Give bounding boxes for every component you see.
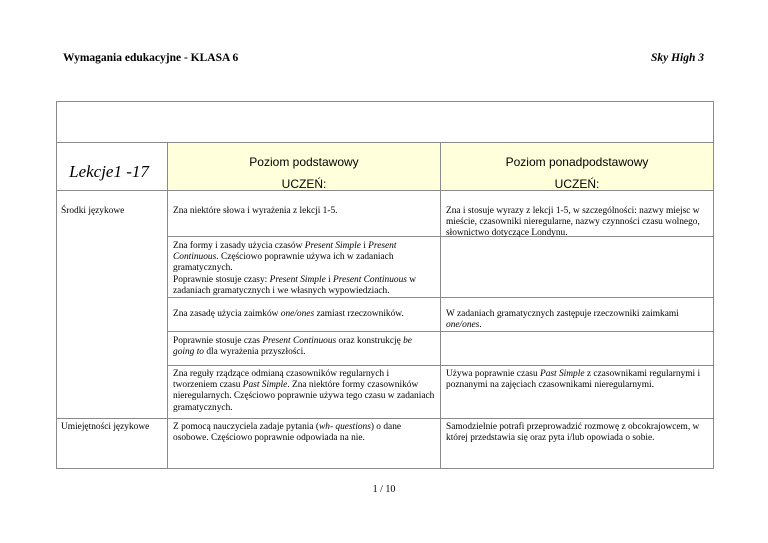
- advanced-level-title: Poziom ponadpodstawowy: [505, 155, 649, 169]
- table-top-empty-row: [57, 102, 713, 143]
- section-label-language-skills: Umiejętności językowe: [61, 422, 150, 432]
- row5-basic-text: Zna reguły rządzące odmianą czasowników regularnych i tworzeniem czasu Past Simple. Zna niektóre formy czasowników nieregularnych. Częściowo poprawnie używa tego czasu w zadaniach gramatycznych.: [173, 369, 435, 413]
- lessons-label: Lekcje1 -17: [69, 162, 149, 181]
- row1-advanced-text: Zna i stosuje wyrazy z lekcji 1-5, w szczególności: nazwy miejsc w mieście, czasowniki nieregularne, nazwy czynności czasu wolnego, słownictwo dotyczące Londynu.: [446, 206, 700, 239]
- row6-basic-text: Z pomocą nauczyciela zadaje pytania (wh- questions) o dane osobowe. Częściowo poprawnie odpowiada na nie.: [173, 422, 402, 444]
- basic-level-title: Poziom podstawowy: [249, 155, 359, 169]
- row-divider: [167, 365, 713, 366]
- document-header-title: Wymagania edukacyjne - KLASA 6: [63, 52, 239, 64]
- section-label-language-means: Środki językowe: [61, 206, 125, 216]
- document-header-book: Sky High 3: [650, 52, 704, 64]
- column-divider-2: [440, 143, 441, 468]
- requirements-table: [56, 101, 714, 469]
- column-divider-1: [167, 143, 168, 468]
- row6-advanced-text: Samodzielnie potrafi przeprowadzić rozmowę z obcokrajowcem, w której przedstawia się oraz pyta i/lub opowiada o sobie.: [446, 422, 700, 444]
- row-divider: [57, 418, 713, 419]
- row4-basic-text: Poprawnie stosuje czas Present Continuous oraz konstrukcję be going to dla wyrażenia przyszłości.: [173, 336, 412, 358]
- advanced-level-subtitle: UCZEŃ:: [554, 177, 600, 191]
- row-divider: [167, 297, 713, 298]
- row1-basic-text: Zna niektóre słowa i wyrażenia z lekcji 1-5.: [173, 206, 338, 216]
- row5-advanced-text: Używa poprawnie czasu Past Simple z czasownikami regularnymi i poznanymi na zajęciach czasownikami nieregularnymi.: [446, 369, 701, 391]
- row2-basic-text: Zna formy i zasady użycia czasów Present Simple i Present Continuous. Częściowo poprawnie używa ich w zadaniach gramatycznych. Poprawnie stosuje czasy: Present Simple i Present Continuous w zadaniach gramatycznych i we własnych wypowiedziach.: [173, 241, 417, 296]
- row3-basic-text: Zna zasadę użycia zaimków one/ones zamiast rzeczowników.: [173, 309, 404, 319]
- row3-advanced-text: W zadaniach gramatycznych zastępuje rzeczowniki zaimkami one/ones.: [446, 309, 679, 331]
- basic-level-subtitle: UCZEŃ:: [281, 177, 327, 191]
- page-number: 1 / 10: [372, 484, 396, 495]
